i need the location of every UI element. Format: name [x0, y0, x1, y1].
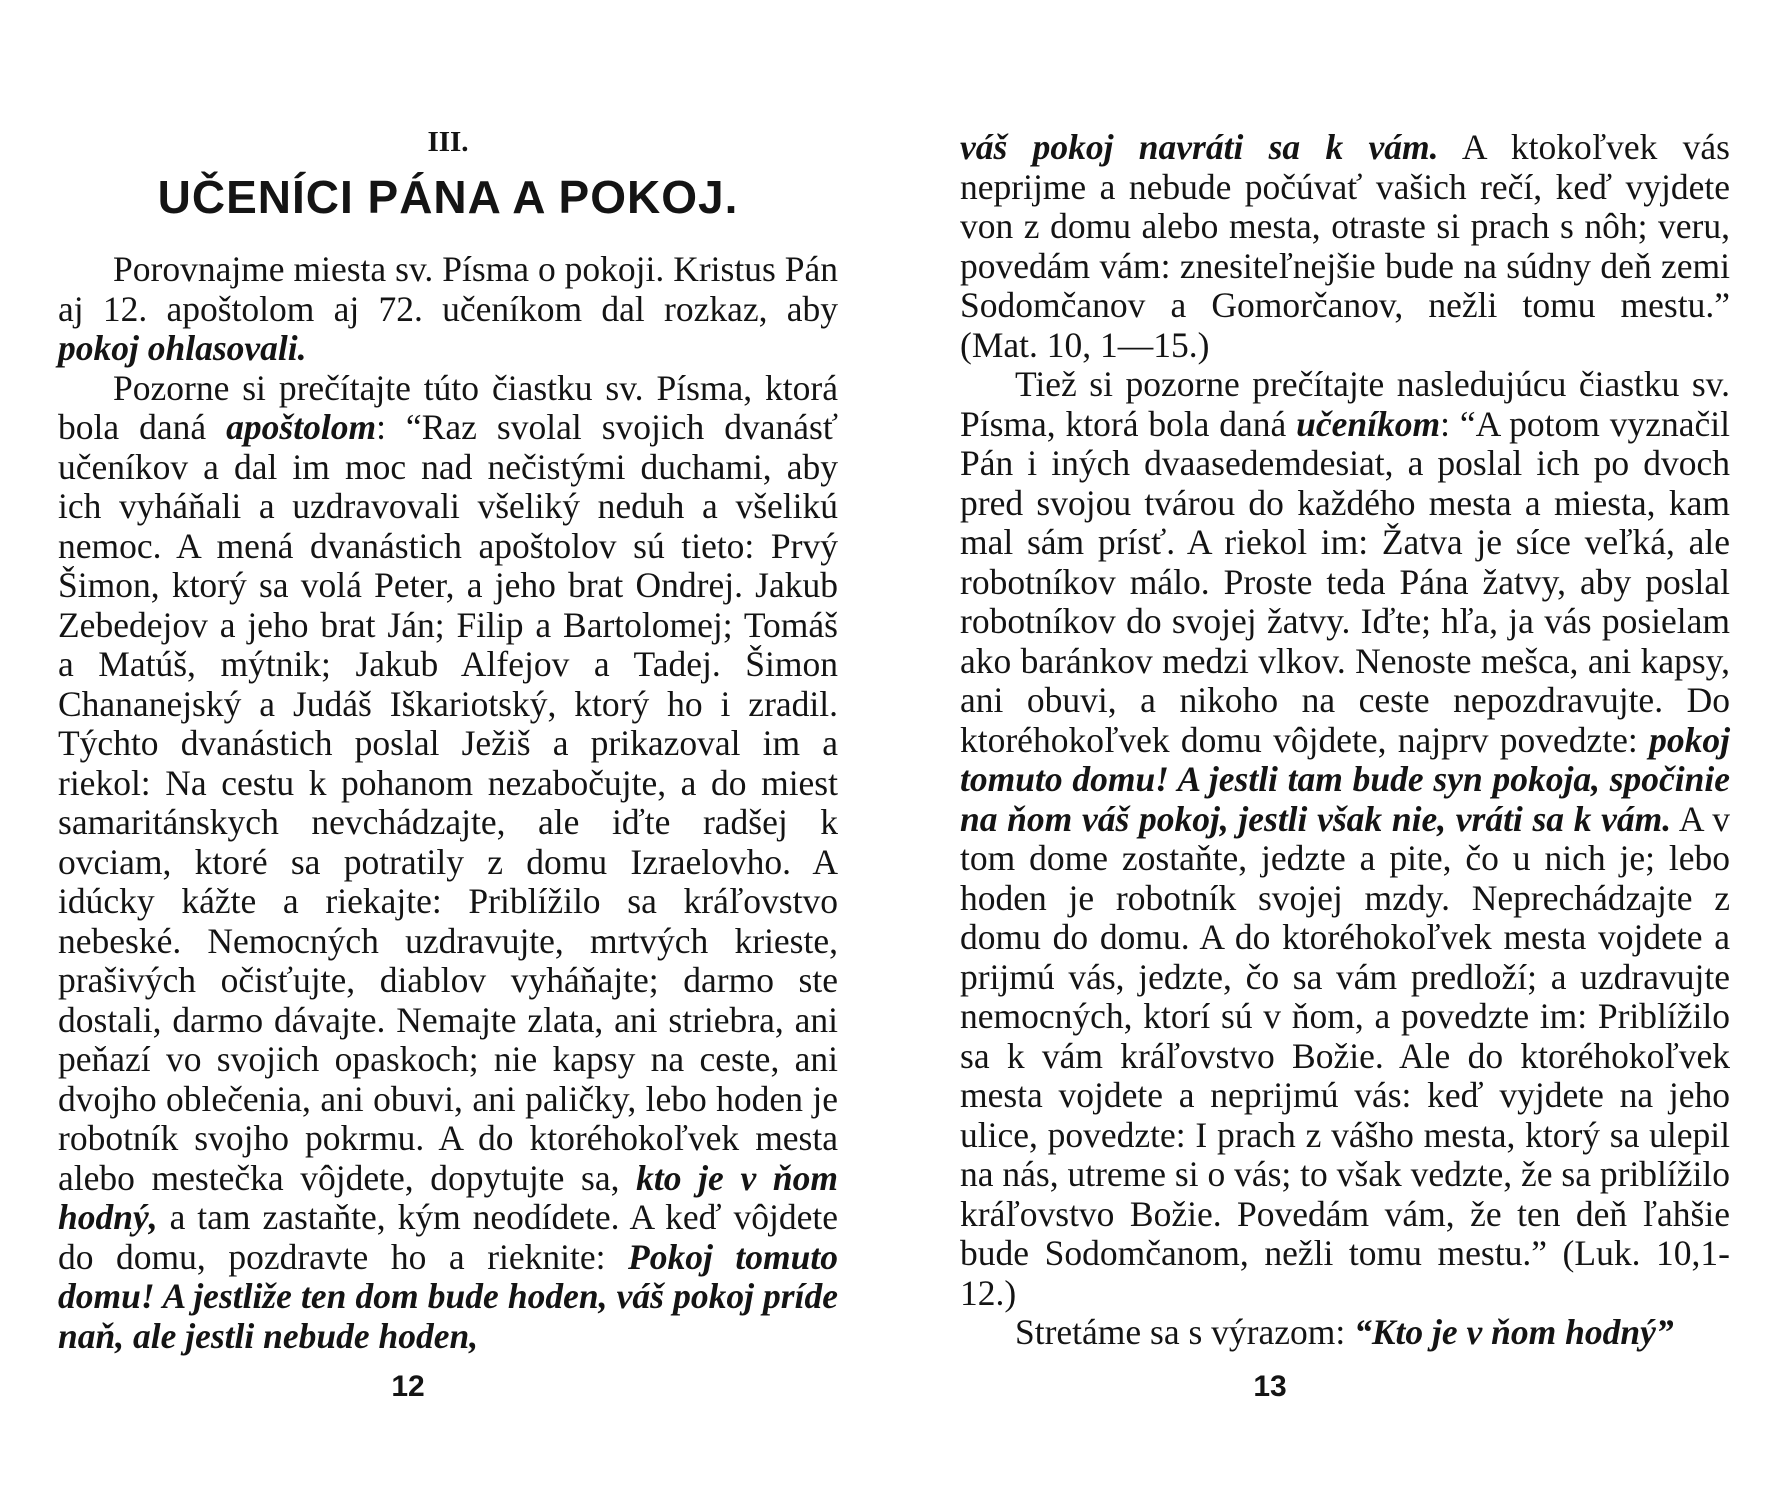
left-page	[58, 0, 838, 1500]
paragraph	[960, 365, 1730, 1313]
paragraph	[58, 250, 838, 369]
text-span: Stretáme sa s výrazom:	[1015, 1312, 1355, 1352]
chapter-number: III.	[427, 126, 469, 158]
italic-span: Pokoj tomuto domu! A jestliže ten dom bude hoden, váš pokoj príde naň, ale jestli nebude hoden,	[58, 1236, 838, 1356]
page-number: 12	[391, 1370, 425, 1403]
text-span: Pozorne si prečítajte túto čiastku sv. Písma, ktorá bola daná	[58, 367, 838, 447]
page-number: 13	[1253, 1370, 1287, 1403]
italic-span: váš pokoj navráti sa k vám.	[960, 127, 1439, 167]
text-span: : “Raz svolal svojich dvanásť učeníkov a dal im moc nad nečistými duchami, aby ich vyháňali a uzdravovali všeliký neduh a všelikú nemoc. A mená dvanástich apoštolov sú tieto: Prvý Šimon, ktorý sa volá Peter, a jeho brat Ondrej. Jakub Zebedejov a jeho brat Ján; Filip a Bartolomej; Tomáš a Matúš, mýtnik; Jakub Alfejov a Tadej. Šimon Chananejský a Judáš Iškariotský, ktorý ho i zradil. Týchto dvanástich poslal Ježiš a prikazoval im a riekol: Na cestu k pohanom nezabočujte, a do miest samaritánskych nevchádzajte, ale iďte radšej k ovciam, ktoré sa potratily z domu Izraelovho. A idúcky kážte a riekajte: Priblížilo sa kráľovstvo nebeské. Nemocných uzdravujte, mrtvých krieste, prašivých očisťujte, diablov vyháňajte; darmo ste dostali, darmo dávajte. Nemajte zlata, ani striebra, ani peňazí vo svojich opaskoch; nie kapsy na ceste, ani dvojho oblečenia, ani obuvi, ani paličky, lebo hoden je robotník svojho pokrmu. A do ktoréhokoľvek mesta alebo mestečka vôjdete, dopytujte sa,	[58, 407, 838, 1198]
text-span: : “A potom vyznačil Pán i iných dvaasedemdesiat, a poslal ich po dvoch pred svojou tvárou do každého mesta a miesta, kam mal sám prísť. A riekol im: Žatva je síce veľká, ale robotníkov málo. Proste teda Pána žatvy, aby poslal robotníkov do svojej žatvy. Iďte; hľa, ja vás posielam ako baránkov medzi vlkov. Nenoste mešca, ani kapsy, ani obuvi, a nikoho na ceste nepozdravujte. Do ktoréhokoľvek domu vôjdete, najprv povedzte:	[960, 403, 1730, 760]
paragraph	[960, 128, 1730, 365]
text-span: A v tom dome zostaňte, jedzte a pite, čo u nich je; lebo hoden je robotník svojej mzdy. Neprechádzajte z domu do domu. A do ktoréhokoľvek mesta vojdete a prijmú vás, jedzte, čo sa vám predloží; a uzdravujte nemocných, ktorí sú v ňom, a povedzte im: Priblížilo sa k vám kráľovstvo Božie. Ale do ktoréhokoľvek mesta vojdete a neprijmú vás: keď vyjdete na jeho ulice, povedzte: I prach z vášho mesta, ktorý sa ulepil na nás, utreme si o vás; to však vedzte, že sa priblížilo kráľovstvo Božie. Povedám vám, že ten deň ľahšie bude Sodomčanom, nežli tomu mestu.” (Luk. 10,1-12.)	[960, 798, 1730, 1313]
right-page-body	[960, 128, 1730, 1353]
right-page	[960, 0, 1730, 1500]
italic-span: “Kto je v ňom hodný”	[1354, 1312, 1674, 1352]
italic-span: pokoj tomuto domu! A jestli tam bude syn pokoja, spočinie na ňom váš pokoj, jestli však nie, vráti sa k vám.	[960, 719, 1730, 839]
paragraph	[58, 369, 838, 1357]
italic-span: kto je v ňom hodný,	[58, 1157, 838, 1237]
italic-span: pokoj ohlasovali.	[58, 328, 307, 368]
paragraph	[960, 1313, 1730, 1353]
italic-span: apoštolom	[226, 407, 377, 447]
text-span: Porovnajme miesta sv. Písma o pokoji. Kristus Pán aj 12. apoštolom aj 72. učeníkom dal rozkaz, aby	[58, 249, 838, 329]
italic-span: učeníkom	[1296, 403, 1441, 444]
text-span: Tiež si pozorne prečítajte nasledujúcu čiastku sv. Písma, ktorá bola daná	[960, 364, 1730, 444]
text-span: a tam zastaňte, kým neodídete. A keď vôjdete do domu, pozdravte ho a rieknite:	[58, 1197, 838, 1277]
chapter-title: UČENÍCI PÁNA A POKOJ.	[157, 171, 739, 223]
left-page-body	[58, 250, 838, 1356]
text-span: A ktokoľvek vás neprijme a nebude počúvať vašich rečí, keď vyjdete von z domu alebo mesta, otraste si prach s nôh; veru, povedám vám: znesiteľnejšie bude na súdny deň zemi Sodomčanov a Gomorčanov, nežli tomu mestu.” (Mat. 10, 1—15.)	[960, 127, 1730, 365]
